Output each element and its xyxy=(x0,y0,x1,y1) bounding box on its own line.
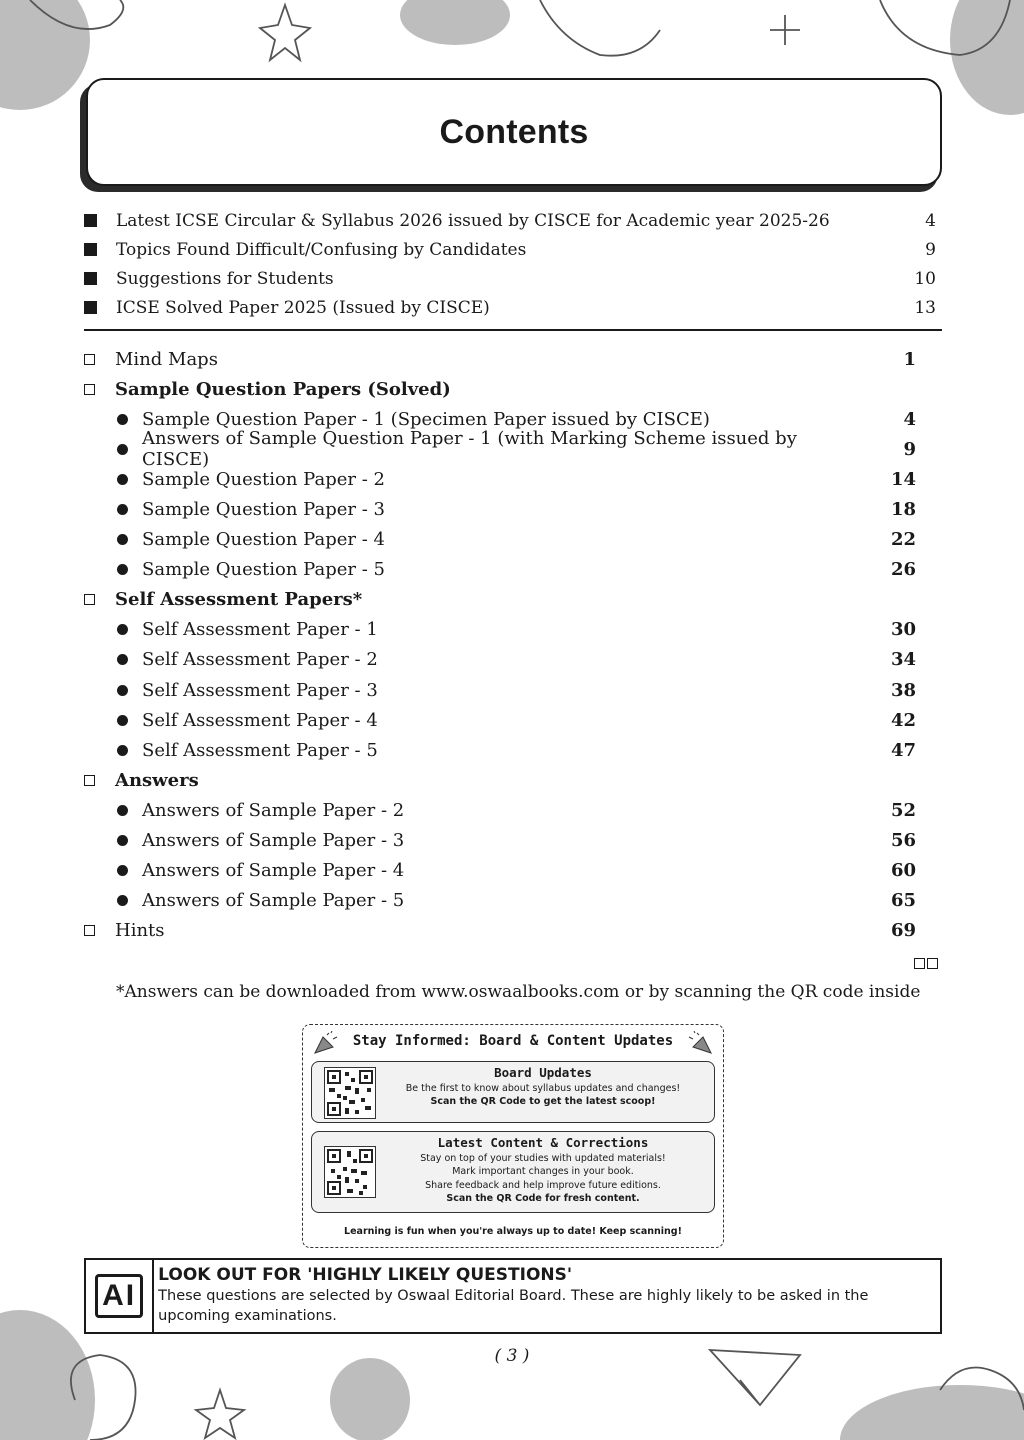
square-bullet-icon xyxy=(84,272,97,285)
list-item[interactable] xyxy=(84,916,940,946)
item-page: 34 xyxy=(890,649,916,671)
item-page: 47 xyxy=(890,739,916,761)
list-item[interactable] xyxy=(84,344,940,374)
section-label: Sample Question Papers (Solved) xyxy=(115,378,451,400)
checkbox-bullet-icon xyxy=(84,354,95,365)
dot-bullet-icon xyxy=(117,715,128,726)
list-item[interactable] xyxy=(84,795,940,825)
square-bullet-icon xyxy=(84,301,97,314)
qr-code-icon[interactable] xyxy=(324,1146,376,1198)
dot-bullet-icon xyxy=(117,624,128,635)
dot-bullet-icon xyxy=(117,474,128,485)
section-header[interactable] xyxy=(84,585,940,615)
list-item[interactable] xyxy=(84,615,940,645)
item-label: Latest ICSE Circular & Syllabus 2026 issued by CISCE for Academic year 2025-26 xyxy=(116,210,830,231)
dot-bullet-icon xyxy=(117,534,128,545)
list-item[interactable] xyxy=(84,886,940,916)
checkbox-bullet-icon xyxy=(84,775,95,786)
list-item[interactable] xyxy=(84,735,940,765)
dot-bullet-icon xyxy=(117,654,128,665)
dot-bullet-icon xyxy=(117,685,128,696)
info-footer: Learning is fun when you're always up to date! Keep scanning! xyxy=(344,1226,682,1237)
item-page: 10 xyxy=(914,268,936,289)
item-label: Suggestions for Students xyxy=(116,268,334,289)
board-updates-line: Scan the QR Code to get the latest scoop! xyxy=(430,1096,656,1107)
checkbox-bullet-icon xyxy=(84,925,95,936)
dot-bullet-icon xyxy=(117,504,128,515)
checkbox-bullet-icon xyxy=(84,384,95,395)
item-label: Self Assessment Paper - 2 xyxy=(142,649,378,671)
list-item[interactable] xyxy=(84,206,940,235)
latest-content-heading: Latest Content & Corrections xyxy=(437,1135,649,1150)
list-item[interactable] xyxy=(84,235,940,264)
board-updates-panel xyxy=(311,1061,715,1123)
list-item[interactable] xyxy=(84,525,940,555)
main-contents-list xyxy=(84,344,940,946)
latest-content-line: Share feedback and help improve future editions. xyxy=(425,1179,661,1191)
item-label: Answers of Sample Paper - 2 xyxy=(142,799,405,821)
item-label: Mind Maps xyxy=(115,348,218,370)
item-page: 22 xyxy=(890,529,916,551)
info-title: Stay Informed: Board & Content Updates xyxy=(352,1033,674,1049)
item-label: Self Assessment Paper - 3 xyxy=(142,679,378,701)
list-item[interactable] xyxy=(84,826,940,856)
qr-code-icon[interactable] xyxy=(324,1067,376,1119)
item-label: Sample Question Paper - 4 xyxy=(142,529,385,551)
list-item[interactable] xyxy=(84,494,940,524)
item-page: 38 xyxy=(890,679,916,701)
item-label: Sample Question Paper - 2 xyxy=(142,468,385,490)
item-page: 26 xyxy=(890,559,916,581)
section-header[interactable] xyxy=(84,374,940,404)
latest-content-line: Scan the QR Code for fresh content. xyxy=(446,1193,640,1204)
item-label: Self Assessment Paper - 1 xyxy=(142,619,378,641)
item-page: 42 xyxy=(890,709,916,731)
item-label: Sample Question Paper - 1 (Specimen Paper issued by CISCE) xyxy=(142,408,710,430)
list-item[interactable] xyxy=(84,856,940,886)
list-item[interactable] xyxy=(84,555,940,585)
item-label: Answers of Sample Paper - 5 xyxy=(142,890,405,912)
item-page: 4 xyxy=(903,408,916,430)
item-page: 14 xyxy=(890,468,916,490)
item-label: Answers of Sample Question Paper - 1 (with Marking Scheme issued by CISCE) xyxy=(142,428,797,471)
item-page: 69 xyxy=(890,920,916,942)
page-title: Contents xyxy=(439,112,589,151)
item-label: Sample Question Paper - 3 xyxy=(142,499,385,521)
item-page: 52 xyxy=(890,799,916,821)
highly-likely-questions-box xyxy=(84,1258,942,1334)
section-label: Answers xyxy=(115,769,199,791)
title-box xyxy=(86,78,942,186)
dot-bullet-icon xyxy=(117,865,128,876)
item-page: 9 xyxy=(903,438,916,460)
list-item[interactable] xyxy=(84,428,940,471)
item-label: Sample Question Paper - 5 xyxy=(142,559,385,581)
footnote: *Answers can be downloaded from www.oswaalbooks.com or by scanning the QR code inside xyxy=(116,982,921,1002)
item-label: Answers of Sample Paper - 4 xyxy=(142,860,405,882)
board-updates-heading: Board Updates xyxy=(494,1065,592,1080)
item-page: 56 xyxy=(890,830,916,852)
page-number: ( 3 ) xyxy=(494,1346,530,1366)
dot-bullet-icon xyxy=(117,895,128,906)
item-label: ICSE Solved Paper 2025 (Issued by CISCE) xyxy=(116,297,490,318)
item-page: 30 xyxy=(890,619,916,641)
latest-content-line: Stay on top of your studies with updated materials! xyxy=(420,1152,666,1164)
dot-bullet-icon xyxy=(117,564,128,575)
divider xyxy=(84,329,942,331)
stay-informed-box xyxy=(302,1024,724,1248)
board-updates-line: Be the first to know about syllabus updates and changes! xyxy=(405,1082,681,1094)
ai-description: These questions are selected by Oswaal Editorial Board. These are highly likely to be asked in the upcoming examinations. xyxy=(158,1288,869,1324)
latest-content-panel xyxy=(311,1131,715,1213)
list-item[interactable] xyxy=(84,293,940,322)
square-bullet-icon xyxy=(84,214,97,227)
item-label: Topics Found Difficult/Confusing by Candidates xyxy=(116,239,527,260)
dot-bullet-icon xyxy=(117,414,128,425)
dot-bullet-icon xyxy=(117,835,128,846)
item-page: 65 xyxy=(890,890,916,912)
latest-content-line: Mark important changes in your book. xyxy=(452,1166,634,1177)
dot-bullet-icon xyxy=(117,444,128,455)
section-label: Self Assessment Papers* xyxy=(115,589,363,611)
item-page: 18 xyxy=(890,499,916,521)
ai-heading: LOOK OUT FOR 'HIGHLY LIKELY QUESTIONS' xyxy=(158,1265,573,1285)
list-item[interactable] xyxy=(84,645,940,675)
item-page: 1 xyxy=(903,348,916,370)
dot-bullet-icon xyxy=(117,745,128,756)
item-page: 13 xyxy=(914,297,936,318)
ai-logo-mark: AI xyxy=(95,1274,143,1318)
ai-logo xyxy=(86,1260,154,1332)
list-item[interactable] xyxy=(84,464,940,494)
top-contents-list xyxy=(84,206,940,322)
list-item[interactable] xyxy=(84,264,940,293)
dot-bullet-icon xyxy=(117,805,128,816)
section-header[interactable] xyxy=(84,765,940,795)
item-label: Self Assessment Paper - 4 xyxy=(142,709,378,731)
item-label: Self Assessment Paper - 5 xyxy=(142,739,378,761)
item-label: Hints xyxy=(115,920,165,942)
end-mark-icon xyxy=(914,958,938,969)
item-page: 9 xyxy=(925,239,936,260)
item-page: 60 xyxy=(890,860,916,882)
square-bullet-icon xyxy=(84,243,97,256)
checkbox-bullet-icon xyxy=(84,594,95,605)
item-label: Answers of Sample Paper - 3 xyxy=(142,830,405,852)
list-item[interactable] xyxy=(84,705,940,735)
item-page: 4 xyxy=(925,210,936,231)
list-item[interactable] xyxy=(84,675,940,705)
